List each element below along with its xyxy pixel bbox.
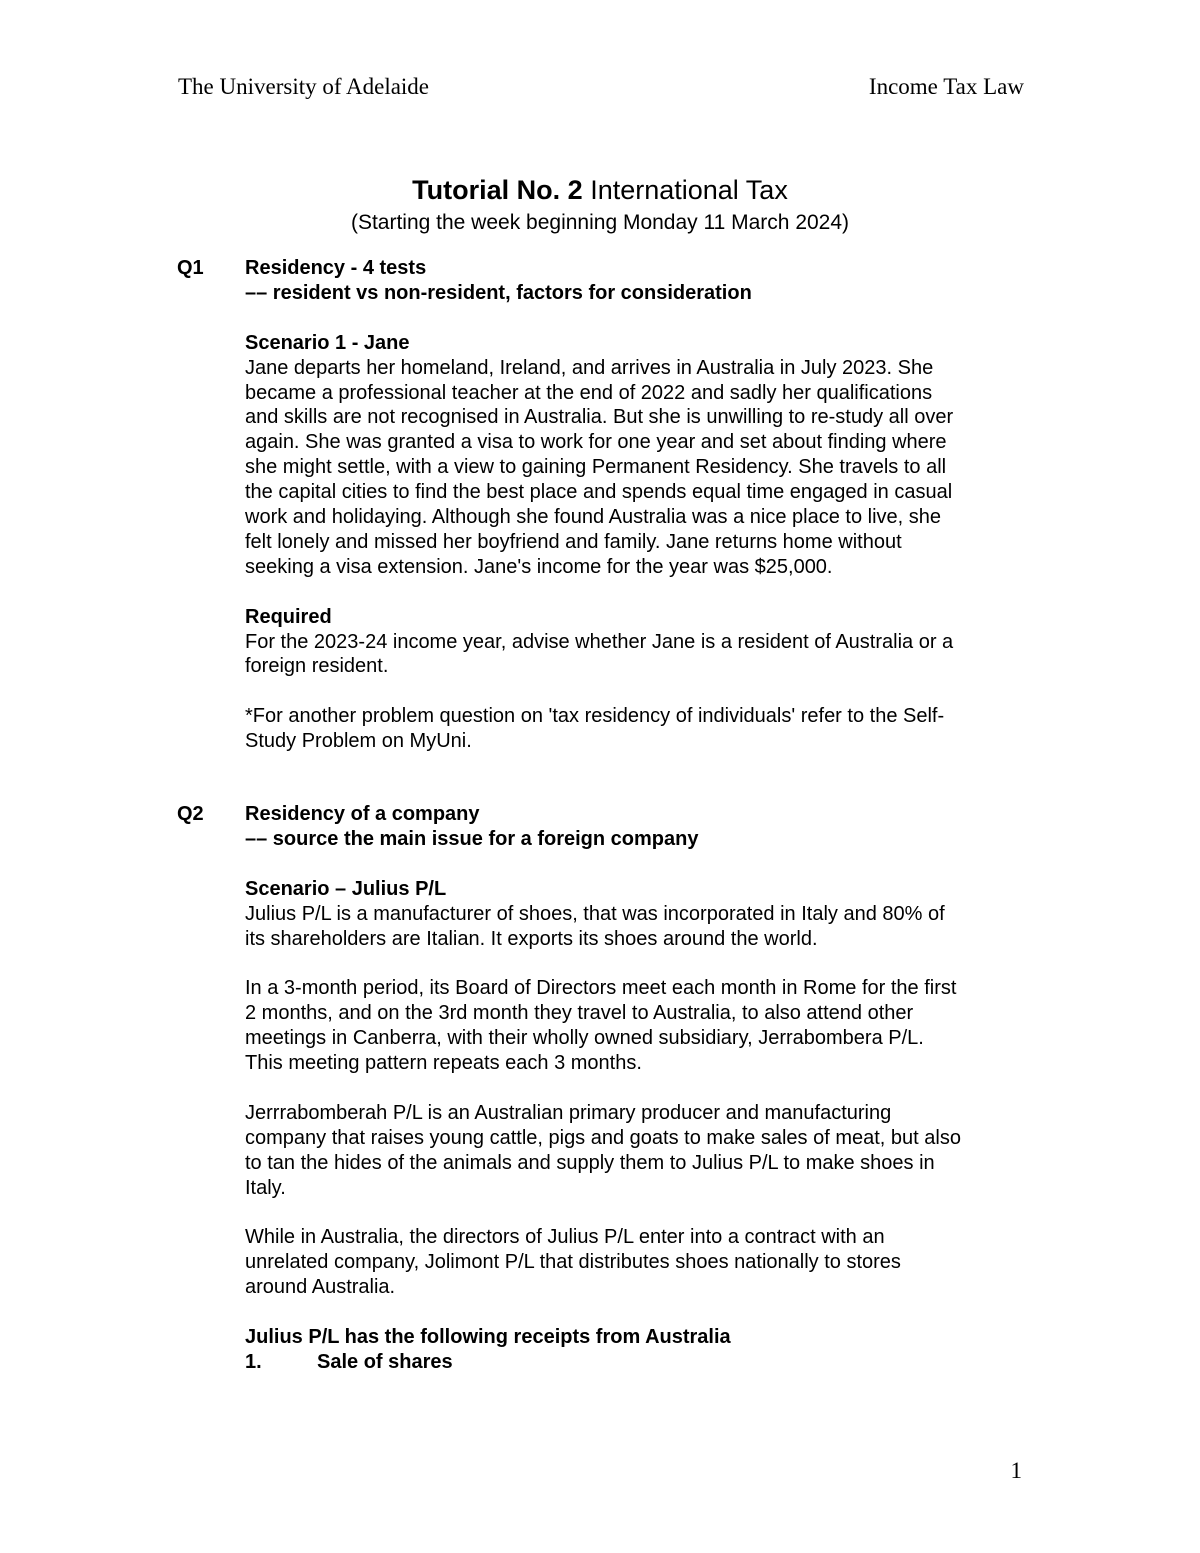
tutorial-subtitle: (Starting the week beginning Monday 11 March 2024) <box>350 211 850 234</box>
q2-subheading: –– source the main issue for a foreign company <box>245 827 699 850</box>
q2-heading: Residency of a company <box>245 803 480 825</box>
text-line: she might settle, with a view to gaining Permanent Residency. She travels to all <box>245 456 947 479</box>
text-line: its shareholders are Italian. It exports its shoes around the world. <box>245 927 818 950</box>
text-line: 2 months, and on the 3rd month they travel to Australia, to also attend other <box>245 1002 914 1025</box>
text-line: Jerrrabomberah P/L is an Australian primary producer and manufacturing <box>245 1101 892 1124</box>
q1-note <box>245 704 1045 754</box>
text-line: seeking a visa extension. Jane's income for the year was $25,000. <box>245 555 833 578</box>
text-line: to tan the hides of the animals and supply them to Julius P/L to make shoes in <box>245 1151 935 1174</box>
q1-subheading: –– resident vs non-resident, factors for consideration <box>245 281 752 304</box>
text-line: meetings in Canberra, with their wholly owned subsidiary, Jerrabombera P/L. <box>245 1027 924 1050</box>
q1-heading: Residency - 4 tests <box>245 257 427 279</box>
q2-block <box>245 802 1045 1375</box>
text-line: around Australia. <box>245 1276 396 1299</box>
tutorial-title <box>0 172 1200 208</box>
tutorial-title-bold: Tutorial No. 2 <box>412 175 583 205</box>
text-line: Italy. <box>245 1176 286 1199</box>
q2-receipt-item-1 <box>245 1350 1045 1375</box>
q1-scenario-text <box>245 356 1045 580</box>
header-course: Income Tax Law <box>868 74 1024 99</box>
q2-paragraph-3 <box>245 1101 1045 1201</box>
q2-paragraph-1 <box>245 902 1045 952</box>
text-line: *For another problem question on 'tax residency of individuals' refer to the Self- <box>245 705 945 728</box>
q2-scenario-title: Scenario – Julius P/L <box>245 877 447 900</box>
q2-number: Q2 <box>177 803 204 825</box>
text-line: the capital cities to find the best place and spends equal time engaged in casual <box>245 481 953 504</box>
text-line: Jane departs her homeland, Ireland, and arrives in Australia in July 2023. She <box>245 356 934 379</box>
text-line: Julius P/L is a manufacturer of shoes, that was incorporated in Italy and 80% of <box>245 902 945 925</box>
text-line: foreign resident. <box>245 655 389 678</box>
q2-paragraph-2 <box>245 976 1045 1076</box>
tutorial-title-rest: International Tax <box>582 175 788 205</box>
text-line: Study Problem on MyUni. <box>245 730 472 753</box>
q1-required-title: Required <box>245 605 332 628</box>
q1-number: Q1 <box>177 257 204 279</box>
q1-required-text <box>245 630 1045 680</box>
text-line: This meeting pattern repeats each 3 months. <box>245 1052 642 1075</box>
q2-paragraph-4 <box>245 1225 1045 1300</box>
item-number: 1. <box>245 1350 262 1373</box>
item-label: Sale of shares <box>317 1350 453 1373</box>
text-line: again. She was granted a visa to work for one year and set about finding where <box>245 431 947 454</box>
text-line: felt lonely and missed her boyfriend and family. Jane returns home without <box>245 530 902 553</box>
text-line: In a 3-month period, its Board of Directors meet each month in Rome for the first <box>245 977 957 1000</box>
text-line: and skills are not recognised in Australia. But she is unwilling to re-study all over <box>245 406 954 429</box>
header-university: The University of Adelaide <box>178 74 430 99</box>
title-block <box>0 172 1200 237</box>
q1-block <box>245 256 1045 754</box>
page-number: 1 <box>1010 1458 1022 1483</box>
text-line: For the 2023-24 income year, advise whether Jane is a resident of Australia or a <box>245 630 954 653</box>
text-line: While in Australia, the directors of Julius P/L enter into a contract with an <box>245 1226 885 1249</box>
text-line: unrelated company, Jolimont P/L that distributes shoes nationally to stores <box>245 1251 901 1274</box>
text-line: became a professional teacher at the end of 2022 and sadly her qualifications <box>245 381 933 404</box>
text-line: company that raises young cattle, pigs and goats to make sales of meat, but also <box>245 1126 961 1149</box>
q1-scenario-title: Scenario 1 - Jane <box>245 331 410 354</box>
q2-receipts-title: Julius P/L has the following receipts from Australia <box>245 1325 731 1348</box>
text-line: work and holidaying. Although she found Australia was a nice place to live, she <box>245 506 941 529</box>
